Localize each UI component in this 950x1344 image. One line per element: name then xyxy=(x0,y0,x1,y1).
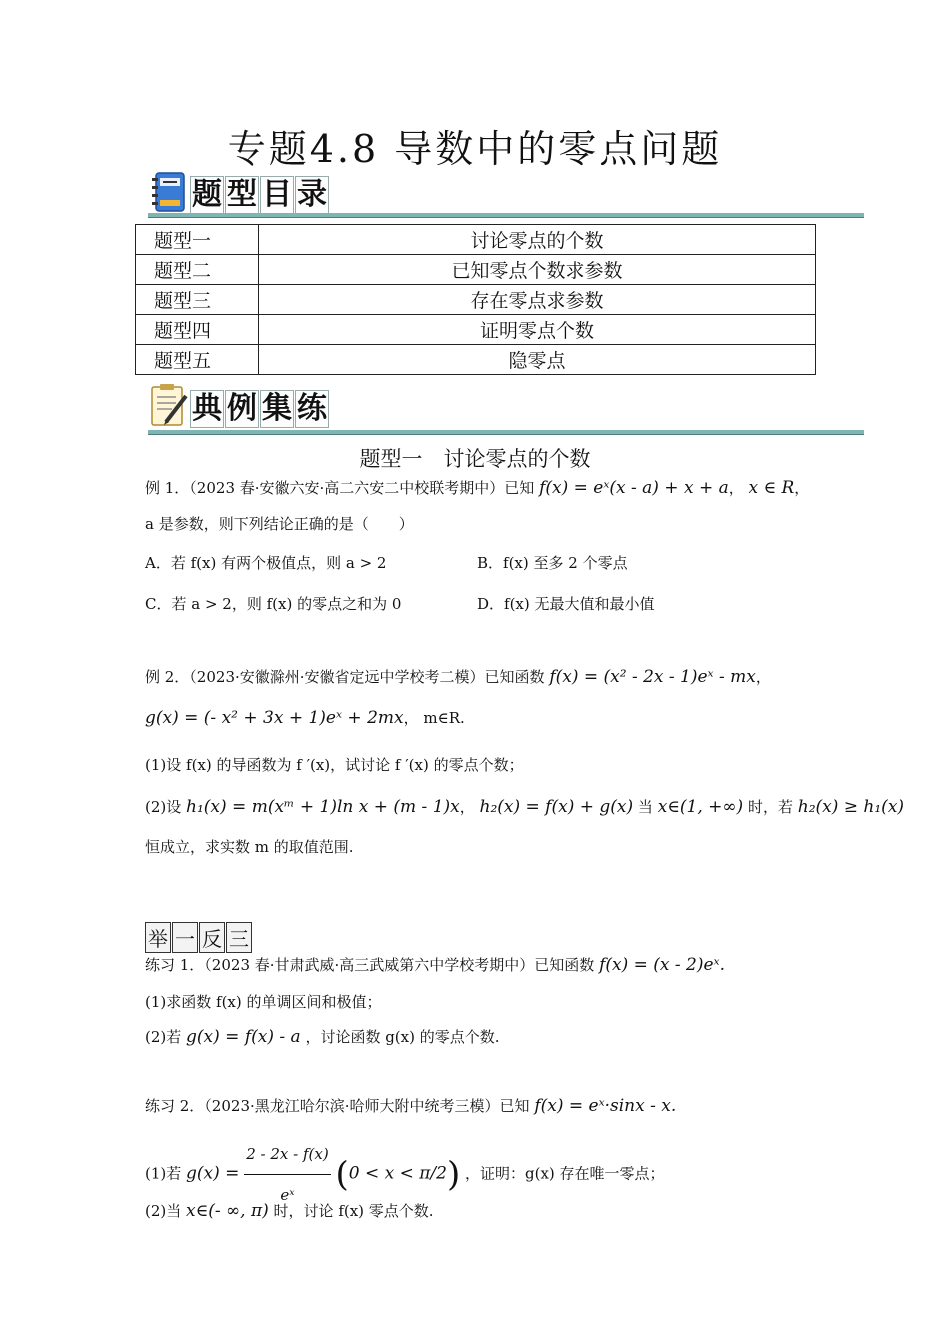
example-1-function: f(x) = eˣ(x - a) + x + a xyxy=(539,478,729,498)
table-row xyxy=(136,225,816,255)
example-2-h1: h₁(x) = m(xᵐ + 1)ln x + (m - 1)x xyxy=(186,797,460,817)
notebook-icon xyxy=(148,170,190,214)
paren-open: ( xyxy=(335,1154,349,1195)
practice-1-stem xyxy=(145,954,725,976)
example-2-f: f(x) = (x² - 2x - 1)eˣ - mx xyxy=(549,667,756,687)
practice-2-source: 练习 2．（2023·黑龙江哈尔滨·哈师大附中统考三模）已知 xyxy=(145,1097,530,1115)
toc-banner-text xyxy=(190,176,330,214)
example-1-question: a 是参数，则下列结论正确的是（ ） xyxy=(145,515,414,533)
toc-topic: 已知零点个数求参数 xyxy=(259,255,816,285)
text: 时，若 xyxy=(747,798,793,816)
text: 时，讨论 f(x) 零点个数. xyxy=(273,1202,434,1220)
example-2-interval: x∈(1, +∞) xyxy=(657,797,744,817)
fraction-numerator: 2 - 2x - f(x) xyxy=(244,1134,330,1175)
example-2-stem: 例 2．（2023·安徽滁州·安徽省定远中学校考二模）已知函数 f(x) = (x² - 2x - 1)eˣ - mx， xyxy=(145,667,771,687)
text: ，证明：g(x) 存在唯一零点； xyxy=(465,1164,665,1183)
table-row xyxy=(136,315,816,345)
clipboard-pen-icon xyxy=(148,382,190,428)
table-row xyxy=(136,255,816,285)
banner-char: 典 xyxy=(192,391,222,426)
practice-2-condition: 0 < x < π/2 xyxy=(348,1163,447,1184)
banner-char: 例 xyxy=(227,391,257,426)
example-2-q1: (1)设 f(x) 的导函数为 f ′(x)，试讨论 f ′(x) 的零点个数； xyxy=(145,756,524,774)
practice-char: 三 xyxy=(226,922,252,953)
example-2-g-line: g(x) = (- x² + 3x + 1)eˣ + 2mx， m∈R. xyxy=(145,708,465,728)
table-row xyxy=(136,345,816,375)
example-2-h2: h₂(x) = f(x) + g(x) xyxy=(479,797,634,817)
example-1-stem: 例 1．（2023 春·安徽六安·高二六安二中校联考期中）已知 f(x) = eˣ(x - a) + x + a， x ∈ R， xyxy=(145,478,810,498)
banner-char: 练 xyxy=(297,391,327,426)
practice-1-function: f(x) = (x - 2)eˣ. xyxy=(599,955,725,975)
examples-banner xyxy=(148,382,330,428)
section-title: 题型一 讨论零点的个数 xyxy=(359,447,591,471)
practice-2-function: f(x) = eˣ·sinx - x. xyxy=(534,1096,677,1116)
examples-banner-text xyxy=(190,390,330,428)
banner-char: 集 xyxy=(262,391,292,426)
option-d: D．f(x) 无最大值和最小值 xyxy=(477,595,655,613)
practice-2-q2 xyxy=(145,1200,434,1222)
banner-char: 目 xyxy=(262,177,292,212)
practice-2-stem xyxy=(145,1095,676,1117)
example-2-q2-end: 恒成立，求实数 m 的取值范围. xyxy=(145,838,354,856)
example-2-q2: (2)设 h₁(x) = m(xᵐ + 1)ln x + (m - 1)x， h₂(x) = f(x) + g(x) 当 x∈(1, +∞) 时，若 h₂(x) ≥ h₁(x) xyxy=(145,797,905,817)
paren-close: ) xyxy=(446,1154,461,1195)
text: (2)设 xyxy=(145,798,182,816)
practice-2-g: g(x) = xyxy=(186,1163,240,1184)
toc-topic: 存在零点求参数 xyxy=(259,285,816,315)
toc-topic: 隐零点 xyxy=(259,345,816,375)
toc-label: 题型一 xyxy=(136,225,259,255)
text: (1)若 xyxy=(145,1164,182,1183)
text: (2)若 xyxy=(145,1028,182,1046)
example-2-source: 例 2．（2023·安徽滁州·安徽省定远中学校考二模）已知函数 xyxy=(145,668,545,686)
option-b: B．f(x) 至多 2 个零点 xyxy=(477,554,628,572)
text: 当 xyxy=(637,798,653,816)
page-title: 专题4.8 导数中的零点问题 xyxy=(227,127,723,171)
example-2-m: m∈R. xyxy=(423,709,465,727)
toc-table xyxy=(135,224,816,375)
toc-topic: 讨论零点的个数 xyxy=(259,225,816,255)
toc-label: 题型五 xyxy=(136,345,259,375)
option-c: C．若 a > 2，则 f(x) 的零点之和为 0 xyxy=(145,595,402,613)
example-2-g: g(x) = (- x² + 3x + 1)eˣ + 2mx xyxy=(145,708,404,728)
banner-char: 题 xyxy=(192,177,222,212)
practice-1-source: 练习 1．（2023 春·甘肃武威·高三武威第六中学校考期中）已知函数 xyxy=(145,956,595,974)
toc-label: 题型三 xyxy=(136,285,259,315)
example-1-source: 例 1．（2023 春·安徽六安·高二六安二中校联考期中）已知 xyxy=(145,479,535,497)
example-2-inequality: h₂(x) ≥ h₁(x) xyxy=(797,797,905,817)
toc-topic: 证明零点个数 xyxy=(259,315,816,345)
practice-char: 一 xyxy=(172,922,198,953)
option-a: A．若 f(x) 有两个极值点，则 a > 2 xyxy=(145,554,387,572)
toc-label: 题型四 xyxy=(136,315,259,345)
text: ，讨论函数 g(x) 的零点个数. xyxy=(305,1028,500,1046)
practice-1-q2 xyxy=(145,1026,500,1048)
toc-banner xyxy=(148,168,330,214)
banner-char: 型 xyxy=(227,177,257,212)
fraction-denominator: eˣ xyxy=(280,1186,295,1204)
toc-label: 题型二 xyxy=(136,255,259,285)
practice-char: 举 xyxy=(145,922,171,953)
example-1-domain: x ∈ R xyxy=(748,478,795,498)
practice-label xyxy=(145,922,253,953)
practice-2-interval: x∈(- ∞, π) xyxy=(186,1201,269,1221)
text: (2)当 xyxy=(145,1202,182,1220)
banner-char: 录 xyxy=(297,177,327,212)
practice-1-q1: (1)求函数 f(x) 的单调区间和极值； xyxy=(145,993,382,1011)
practice-1-g: g(x) = f(x) - a xyxy=(186,1027,301,1047)
banner-divider xyxy=(148,430,864,435)
banner-divider xyxy=(148,213,864,218)
practice-char: 反 xyxy=(199,922,225,953)
table-row xyxy=(136,285,816,315)
